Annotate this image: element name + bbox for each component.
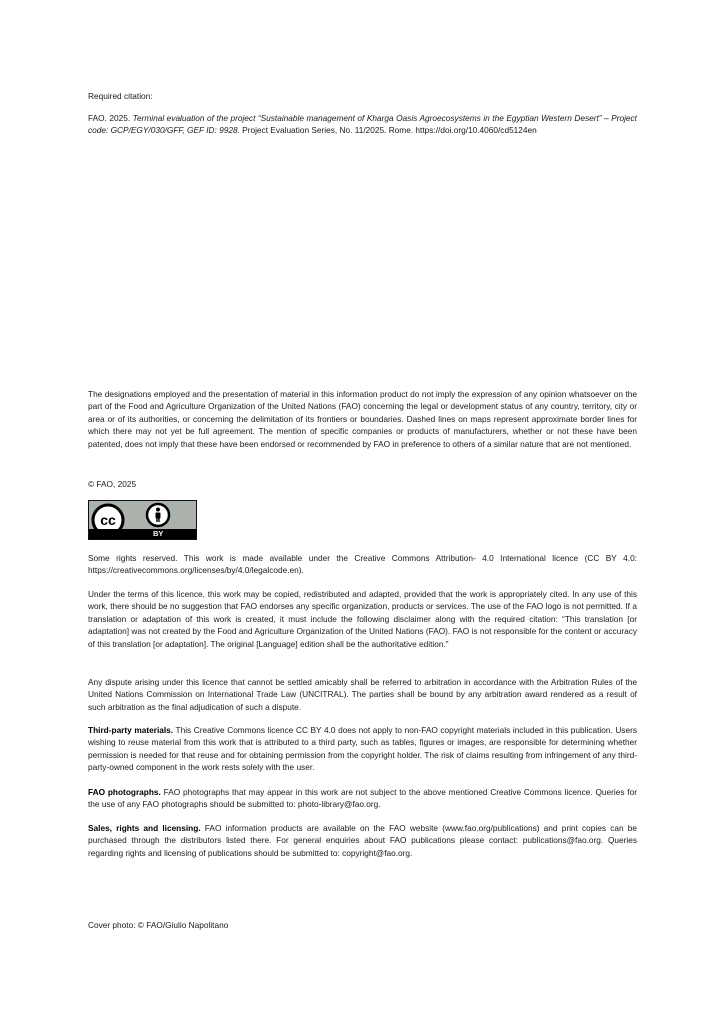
rights-block [88, 552, 637, 577]
rights-text: Some rights reserved. This work is made available under the Creative Commons Attribution- 4.0 International licence (CC BY 4.0: https://creativecommons.org/licenses/by/4.0/legalcode.en). [88, 553, 637, 576]
by-label-strip [89, 529, 196, 539]
by-label: BY [153, 529, 164, 538]
citation-prefix: FAO. 2025. [88, 113, 133, 123]
fao-photographs-heading: FAO photographs. [88, 787, 161, 797]
citation-suffix: Project Evaluation Series, No. 11/2025. Rome. https://doi.org/10.4060/cd5124en [239, 125, 537, 136]
copyright-notice: © FAO, 2025 [88, 479, 137, 489]
cc-text: cc [100, 512, 116, 528]
attribution-person-icon [145, 502, 171, 528]
sales-rights-text [88, 822, 637, 859]
licence-terms-text: Under the terms of this licence, this work may be copied, redistributed and adapted, provided that the work is appropriately cited. In any use of this work, there should be no suggestion that FAO endorses any specific organization, products or services. The use of the FAO logo is not permitted. If a translation or adaptation of this work is created, it must include the following disclaimer along with the required citation: “This translation [or adaptation] was not created by the Food and Agriculture Organization of the United Nations (FAO). FAO is not responsible for the content or accuracy of this translation [or adaptation]. The original [Language] edition shall be the authoritative edition.” [88, 589, 637, 649]
citation-text [88, 112, 637, 137]
fao-photographs-body: FAO photographs that may appear in this work are not subject to the above mentioned Creative Commons licence. Queries for the use of any FAO photographs should be submitted to: photo-library@fao.org. [88, 787, 637, 810]
dispute-text: Any dispute arising under this licence that cannot be settled amicably shall be referred to arbitration in accordance with the Arbitration Rules of the United Nations Commission on International Trade Law (UNCITRAL). The parties shall be bound by any arbitration award rendered as a result of such arbitration as the final adjudication of such a dispute. [88, 677, 637, 712]
citation-title: Terminal evaluation of the project “Sustainable management of Kharga Oasis Agroecosystems in the Egyptian Western Desert” – Project code: GCP/EGY/030/GFF, GEF ID: 9928. [88, 113, 637, 136]
fao-photographs-text [88, 786, 637, 811]
citation-label: Required citation: [88, 91, 153, 101]
licence-terms-block [88, 588, 637, 650]
third-party-block [88, 724, 637, 774]
disclaimer-text: The designations employed and the presentation of material in this information product do not imply the expression of any opinion whatsoever on the part of the Food and Agriculture Organization of the United Nations (FAO) concerning the legal or development status of any country, territory, city or area or of its authorities, or concerning the delimitation of its frontiers or boundaries. Dashed lines on maps represent approximate border lines for which there may not yet be full agreement. The mention of specific companies or products of manufacturers, whether or not these have been patented, does not imply that these have been endorsed or recommended by FAO in preference to others of a similar nature that are not mentioned. [88, 389, 637, 449]
dispute-block [88, 676, 637, 713]
cover-photo-credit: Cover photo: © FAO/Giulio Napolitano [88, 920, 229, 930]
third-party-heading: Third-party materials. [88, 725, 174, 735]
sales-rights-body: FAO information products are available on the FAO website (www.fao.org/publications) and print copies can be purchased through the distributors listed there. For general enquiries about FAO publications please contact: publications@fao.org. Queries regarding rights and licensing of publications should be submitted to: copyright@fao.org. [88, 823, 638, 858]
sales-rights-heading: Sales, rights and licensing. [88, 823, 201, 833]
third-party-text [88, 724, 637, 774]
fao-photographs-block [88, 786, 637, 811]
cc-by-license-badge[interactable] [88, 500, 197, 540]
citation-block [88, 112, 637, 137]
sales-rights-block [88, 822, 637, 859]
disclaimer-block [88, 388, 637, 450]
third-party-body: This Creative Commons licence CC BY 4.0 does not apply to non-FAO copyright materials included in this publication. Users wishing to reuse material from this work that is attributed to a third party, such as tables, figures or images, are responsible for determining whether permission is needed for that reuse and for obtaining permission from the copyright holder. The risk of claims resulting from infringement of any third-party-owned component in the work rests solely with the user. [88, 725, 637, 773]
